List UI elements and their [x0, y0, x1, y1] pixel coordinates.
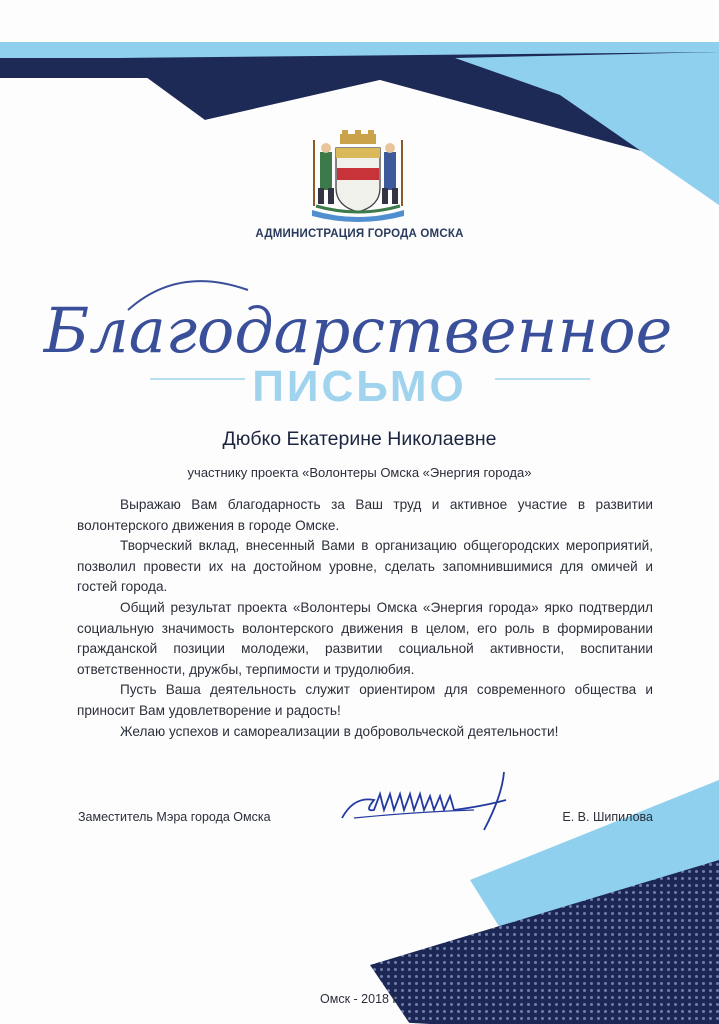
signatory-position: Заместитель Мэра города Омска — [78, 810, 271, 824]
handwritten-signature — [334, 766, 534, 836]
recipient-role: участнику проекта «Волонтеры Омска «Энергия города» — [187, 465, 532, 480]
body-paragraph: Пусть Ваша деятельность служит ориентиром для современного общества и приносит Вам удовлетворение и радость! — [77, 682, 653, 718]
place-date: Омск - 2018 г. — [320, 992, 399, 1006]
title-script-text: Благодарственное — [43, 294, 673, 367]
body-paragraph: Желаю успехов и самореализации в добровольческой деятельности! — [120, 723, 559, 739]
body-paragraph: Творческий вклад, внесенный Вами в организацию общегородских мероприятий, позволил провести их на достойном уровне, сделать запомнившимися для омичей и гостей города. — [77, 538, 653, 595]
signatory-name: Е. В. Шипилова — [562, 810, 653, 824]
title-sub: ПИСЬМО — [252, 362, 467, 411]
recipient-name: Дюбко Екатерине Николаевне — [222, 428, 497, 450]
body-paragraph: Общий результат проекта «Волонтеры Омска «Энергия города» ярко подтвердил социальную значимость волонтерского движения в целом, его роль в формировании гражданской позиции молодежи, развитии социальной активности, воспитании ответственности, дружбы, терпимости и трудолюбия. — [77, 599, 653, 677]
omsk-coat-of-arms-icon — [306, 130, 410, 222]
body-paragraph: Выражаю Вам благодарность за Ваш труд и активное участие в развитии волонтерского движения в городе Омске. — [77, 497, 653, 533]
organization-name: АДМИНИСТРАЦИЯ ГОРОДА ОМСКА — [255, 228, 464, 240]
letter-body — [77, 495, 653, 742]
